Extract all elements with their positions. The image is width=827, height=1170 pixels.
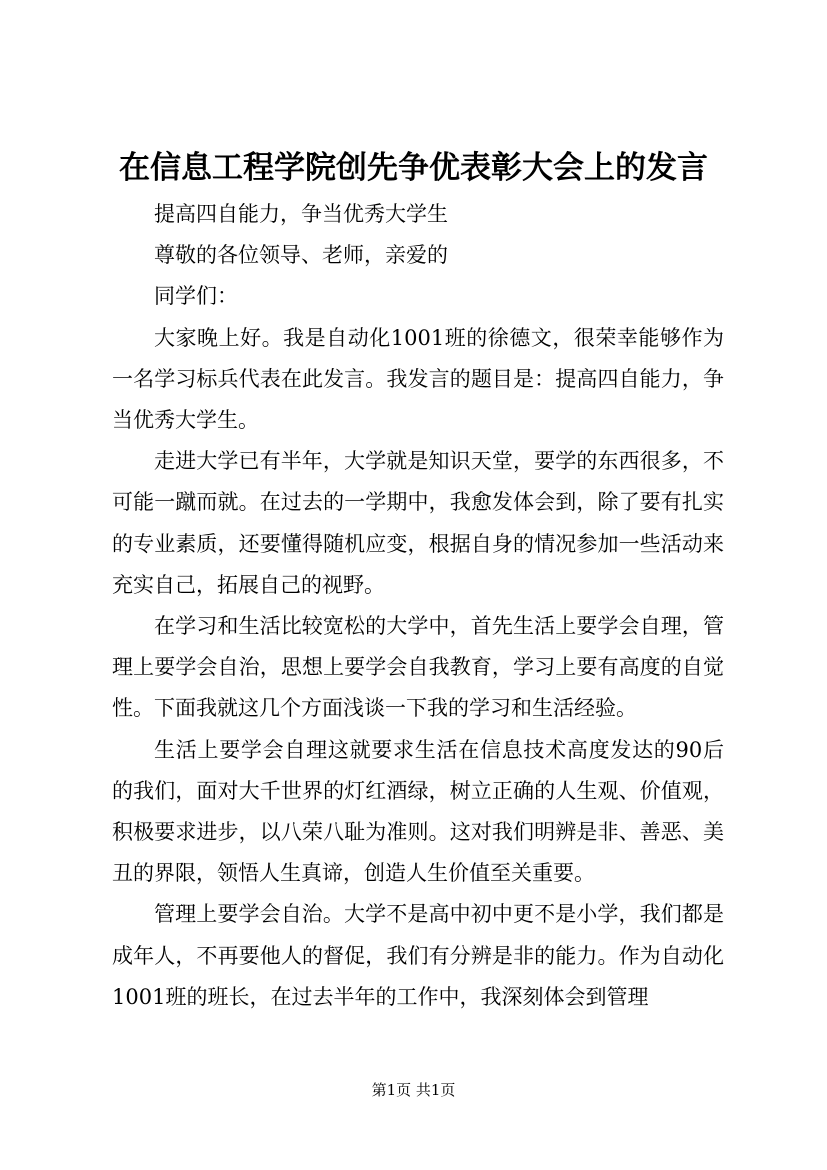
paragraph-greeting-continued: 同学们： <box>154 284 238 309</box>
paragraph-management-self-governance: 管理上要学会自治。大学不是高中初中更不是小学，我们都是成年人，不再要他人的督促，我们有分辨是非的能力。作为自动化1001班的班长，在过去半年的工作中，我深刻体会到管理 <box>112 902 724 1009</box>
paragraph-self-management-overview: 在学习和生活比较宽松的大学中，首先生活上要学会自理，管理上要学会自治，思想上要学会自我教育，学习上要有高度的自觉性。下面我就这几个方面浅谈一下我的学习和生活经验。 <box>112 614 724 721</box>
paragraph-university-experience: 走进大学已有半年，大学就是知识天堂，要学的东西很多，不可能一蹴而就。在过去的一学期中，我愈发体会到，除了要有扎实的专业素质，还要懂得随机应变，根据自身的情况参加一些活动来充实自己，拓展自己的视野。 <box>112 449 724 597</box>
paragraph-subtitle: 提高四自能力，争当优秀大学生 <box>154 202 448 226</box>
paragraph-life-self-care: 生活上要学会自理这就要求生活在信息技术高度发达的90后的我们，面对大千世界的灯红酒绿，树立正确的人生观、价值观，积极要求进步，以八荣八耻为准则。这对我们明辨是非、善恶、美丑的界限，领悟人生真谛，创造人生价值至关重要。 <box>112 737 724 886</box>
document-body <box>112 194 724 1018</box>
paragraph-introduction: 大家晚上好。我是自动化1001班的徐德文，很荣幸能够作为一名学习标兵代表在此发言。我发言的题目是：提高四自能力，争当优秀大学生。 <box>112 325 724 433</box>
page-footer: 第1页 共1页 <box>371 1081 456 1099</box>
document-title: 在信息工程学院创先争优表彰大会上的发言 <box>119 150 708 186</box>
paragraph-greeting: 尊敬的各位领导、老师，亲爱的 <box>154 243 448 268</box>
